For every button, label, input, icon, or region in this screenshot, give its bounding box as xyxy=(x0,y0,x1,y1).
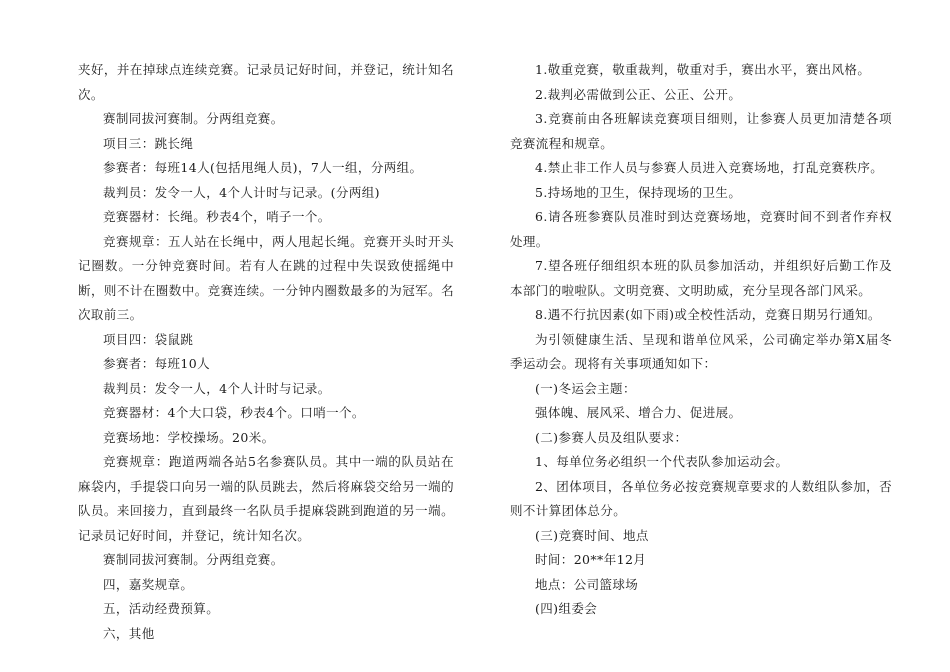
paragraph: 裁判员：发令一人，4个人计时与记录。(分两组) xyxy=(103,184,380,200)
right-column xyxy=(510,58,892,622)
paragraph: 5.持场地的卫生，保持现场的卫生。 xyxy=(535,184,742,200)
paragraph: 3.竞赛前由各班解读竞赛项目细则，让参赛人员更加清楚各项竞赛流程和规章。 xyxy=(510,111,892,151)
paragraph: 1、每单位务必组织一个代表队参加运动会。 xyxy=(535,454,789,469)
paragraph: 夹好，并在掉球点连续竞赛。记录员记好时间，并登记，统计知名次。 xyxy=(78,62,454,102)
paragraph: 强体魄、展风采、增合力、促进展。 xyxy=(535,405,742,420)
paragraph: 竞赛器材：4个大口袋，秒表4个。口哨一个。 xyxy=(103,405,365,420)
paragraph: 为引领健康生活、呈现和谐单位风采，公司确定举办第X届冬季运动会。现将有关事项通知如下： xyxy=(510,331,892,371)
paragraph: 7.望各班仔细组织本班的队员参加活动，并组织好后勤工作及本部门的啦啦队。文明竞赛、文明助威，充分呈现各部门风采。 xyxy=(510,258,892,298)
paragraph: 五，活动经费预算。 xyxy=(103,601,220,616)
paragraph: 8.遇不行抗因素(如下雨)或全校性活动，竞赛日期另行通知。 xyxy=(535,307,881,322)
paragraph: 赛制同拔河赛制。分两组竞赛。 xyxy=(103,111,284,126)
paragraph: 参赛者：每班14人(包括甩绳人员)，7人一组，分两组。 xyxy=(103,160,423,175)
paragraph: 6.请各班参赛队员准时到达竞赛场地，竞赛时间不到者作弃权处理。 xyxy=(510,209,892,249)
paragraph: 项目三：跳长绳 xyxy=(103,135,194,151)
paragraph: 4.禁止非工作人员与参赛人员进入竞赛场地，打乱竞赛秩序。 xyxy=(535,160,884,175)
paragraph: 裁判员：发令一人，4个人计时与记录。 xyxy=(103,380,331,396)
paragraph: 1.敬重竞赛，敬重裁判，敬重对手，赛出水平，赛出风格。 xyxy=(535,62,871,77)
paragraph: 地点：公司篮球场 xyxy=(535,576,639,592)
paragraph: (二)参赛人员及组队要求： xyxy=(535,429,688,445)
paragraph: (四)组委会 xyxy=(535,601,598,616)
paragraph: 2、团体项目，各单位务必按竞赛规章要求的人数组队参加，否则不计算团体总分。 xyxy=(510,478,892,518)
paragraph: 项目四：袋鼠跳 xyxy=(103,331,194,347)
paragraph: 竞赛规章：跑道两端各站5名参赛队员。其中一端的队员站在麻袋内，手提袋口向另一端的队员跳去，然后将麻袋交给另一端的队员。来回接力，直到最终一名队员手提麻袋跳到跑道的另一端。记录员记好时间，并登记，统计知名次。 xyxy=(78,454,454,543)
paragraph: 2.裁判必需做到公正、公正、公开。 xyxy=(535,86,742,102)
paragraph: 六，其他 xyxy=(103,625,155,641)
paragraph: 四，嘉奖规章。 xyxy=(103,576,194,592)
paragraph: 参赛者：每班10人 xyxy=(103,356,211,371)
paragraph: (一)冬运会主题： xyxy=(535,380,636,396)
paragraph: 竞赛器材：长绳。秒表4个，哨子一个。 xyxy=(103,209,331,224)
paragraph: 竞赛场地：学校操场。20米。 xyxy=(103,429,275,445)
left-column xyxy=(78,58,454,646)
paragraph: 赛制同拔河赛制。分两组竞赛。 xyxy=(103,552,284,567)
paragraph: (三)竞赛时间、地点 xyxy=(535,527,649,543)
paragraph: 竞赛规章：五人站在长绳中，两人甩起长绳。竞赛开头时开头记圈数。一分钟竞赛时间。若有人在跳的过程中失误致使摇绳中断，则不计在圈数中。竞赛连续。一分钟内圈数最多的为冠军。名次取前三。 xyxy=(78,233,454,322)
paragraph: 时间：20**年12月 xyxy=(535,552,647,567)
